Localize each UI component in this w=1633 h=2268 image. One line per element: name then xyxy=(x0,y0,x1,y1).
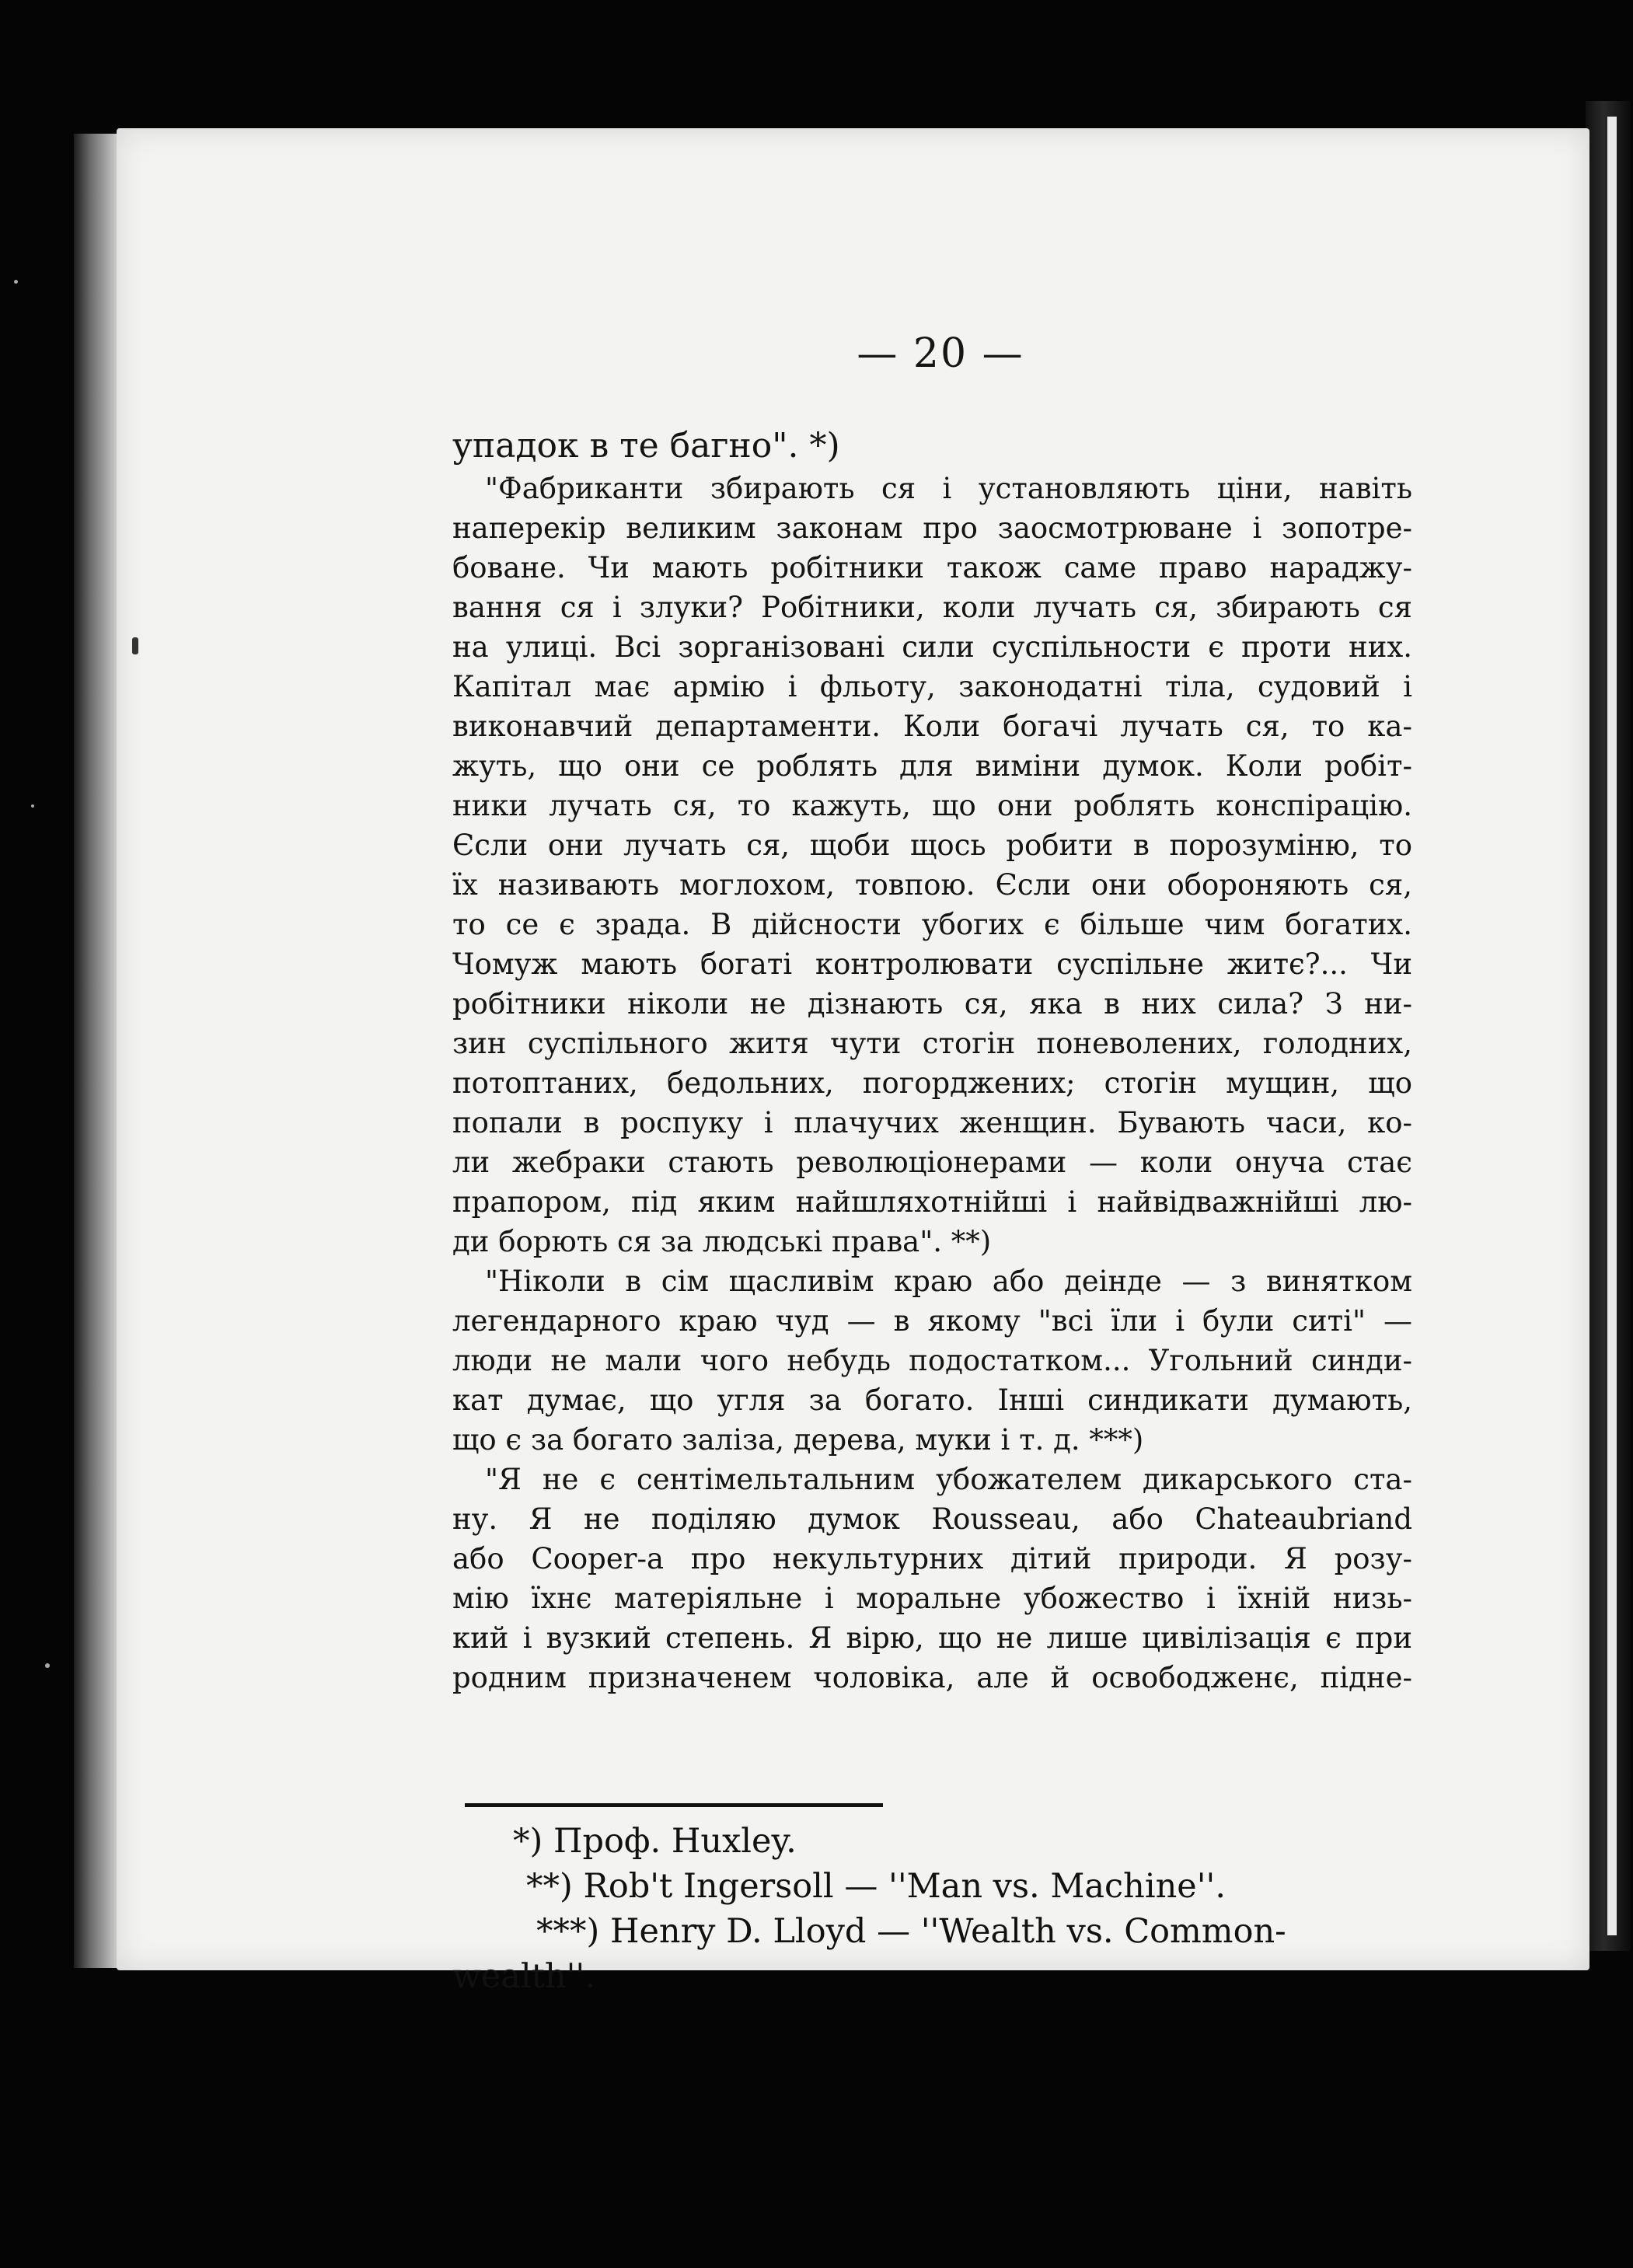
scan-shadow-left xyxy=(74,134,120,1968)
scan-speck xyxy=(45,1663,50,1668)
text-line: що є за богато заліза, дерева, муки і т. д. ***) xyxy=(452,1423,1144,1457)
text-line: ли жебраки стають революціонерами — коли онуча стає xyxy=(452,1146,1412,1179)
footnote: *) Проф. Huxley. xyxy=(513,1822,797,1861)
text-line: попали в роспуку і плачучих женщин. Бувають часи, ко- xyxy=(452,1106,1412,1139)
next-page-edge xyxy=(1607,117,1617,1935)
text-line: легендарного краю чуд — в якому "всі їли і були ситі" — xyxy=(452,1304,1412,1338)
text-line: то се є зрада. В дійсности убогих є більше чим богатих. xyxy=(452,908,1412,941)
text-line: ди борють ся за людські права". **) xyxy=(452,1225,992,1258)
footnote-divider xyxy=(465,1803,883,1807)
scan-speck xyxy=(14,280,18,284)
scan-speck xyxy=(132,637,138,654)
text-line: виконавчий департаменти. Коли богачі лучать ся, то ка- xyxy=(452,710,1412,743)
text-line: їх називають моглохом, товпою. Єсли они обороняють ся, xyxy=(452,868,1412,902)
text-line: кий і вузкий степень. Я вірю, що не лише цивілізація є при xyxy=(452,1621,1412,1655)
text-line: ну. Я не поділяю думок Rousseau, або Chateaubriand xyxy=(452,1502,1412,1536)
text-line: наперекір великим законам про заосмотрюване і зопотре- xyxy=(452,511,1412,545)
page-number: — 20 — xyxy=(857,330,1024,377)
footnote-continuation: wealth''. xyxy=(452,1957,595,1996)
text-line: або Cooper-а про некультурних дітий природи. Я розу- xyxy=(452,1542,1412,1575)
body-text xyxy=(452,424,1412,1698)
scan-speck xyxy=(31,804,34,808)
text-line: "Фабриканти збирають ся і установляють ціни, навіть xyxy=(485,472,1412,505)
text-line: ники лучать ся, то кажуть, що они роблять конспірацію. xyxy=(452,789,1412,822)
text-line: люди не мали чого небудь подостатком... Угольний синди- xyxy=(452,1344,1412,1377)
footnotes xyxy=(452,1819,1412,1999)
text-line: боване. Чи мають робітники також саме право нараджу- xyxy=(452,551,1412,584)
footnote: ***) Henry D. Lloyd — ''Wealth vs. Common- xyxy=(536,1912,1286,1951)
text-line: кат думає, що угля за богато. Інші синдикати думають, xyxy=(452,1383,1412,1417)
text-line: "Ніколи в сім щасливім краю або деінде — з винятком xyxy=(485,1265,1412,1298)
text-line: жуть, що они се роблять для виміни думок. Коли робіт- xyxy=(452,749,1412,783)
footnote: **) Rob't Ingersoll — ''Man vs. Machine''. xyxy=(526,1867,1226,1906)
text-line: на улиці. Всі зорганізовані сили суспільности є проти них. xyxy=(452,630,1412,664)
text-line: вання ся і злуки? Робітники, коли лучать ся, збирають ся xyxy=(452,591,1412,624)
text-line: робітники ніколи не дізнають ся, яка в них сила? З ни- xyxy=(452,987,1412,1021)
text-line: "Я не є сентімельтальним убожателем дикарського ста- xyxy=(485,1463,1412,1496)
text-line: зин суспільного житя чути стогін поневолених, голодних, xyxy=(452,1027,1412,1060)
text-line: прапором, під яким найшляхотнійші і найвідважнійші лю- xyxy=(452,1185,1412,1219)
text-line: мію їхнє матеріяльне і моральне убожество і їхній низь- xyxy=(452,1582,1412,1615)
text-line: упадок в те багно". *) xyxy=(452,426,840,466)
text-line: потоптаних, бедольних, погорджених; стогін мущин, що xyxy=(452,1066,1412,1100)
text-line: Єсли они лучать ся, щоби щось робити в порозуміню, то xyxy=(452,829,1412,862)
text-line: родним призначенем чоловіка, але й освободженє, підне- xyxy=(452,1661,1412,1694)
text-line: Чомуж мають богаті контролювати суспільне житє?... Чи xyxy=(452,947,1412,981)
text-line: Капітал має армію і фльоту, законодатні тіла, судовий і xyxy=(452,670,1412,703)
